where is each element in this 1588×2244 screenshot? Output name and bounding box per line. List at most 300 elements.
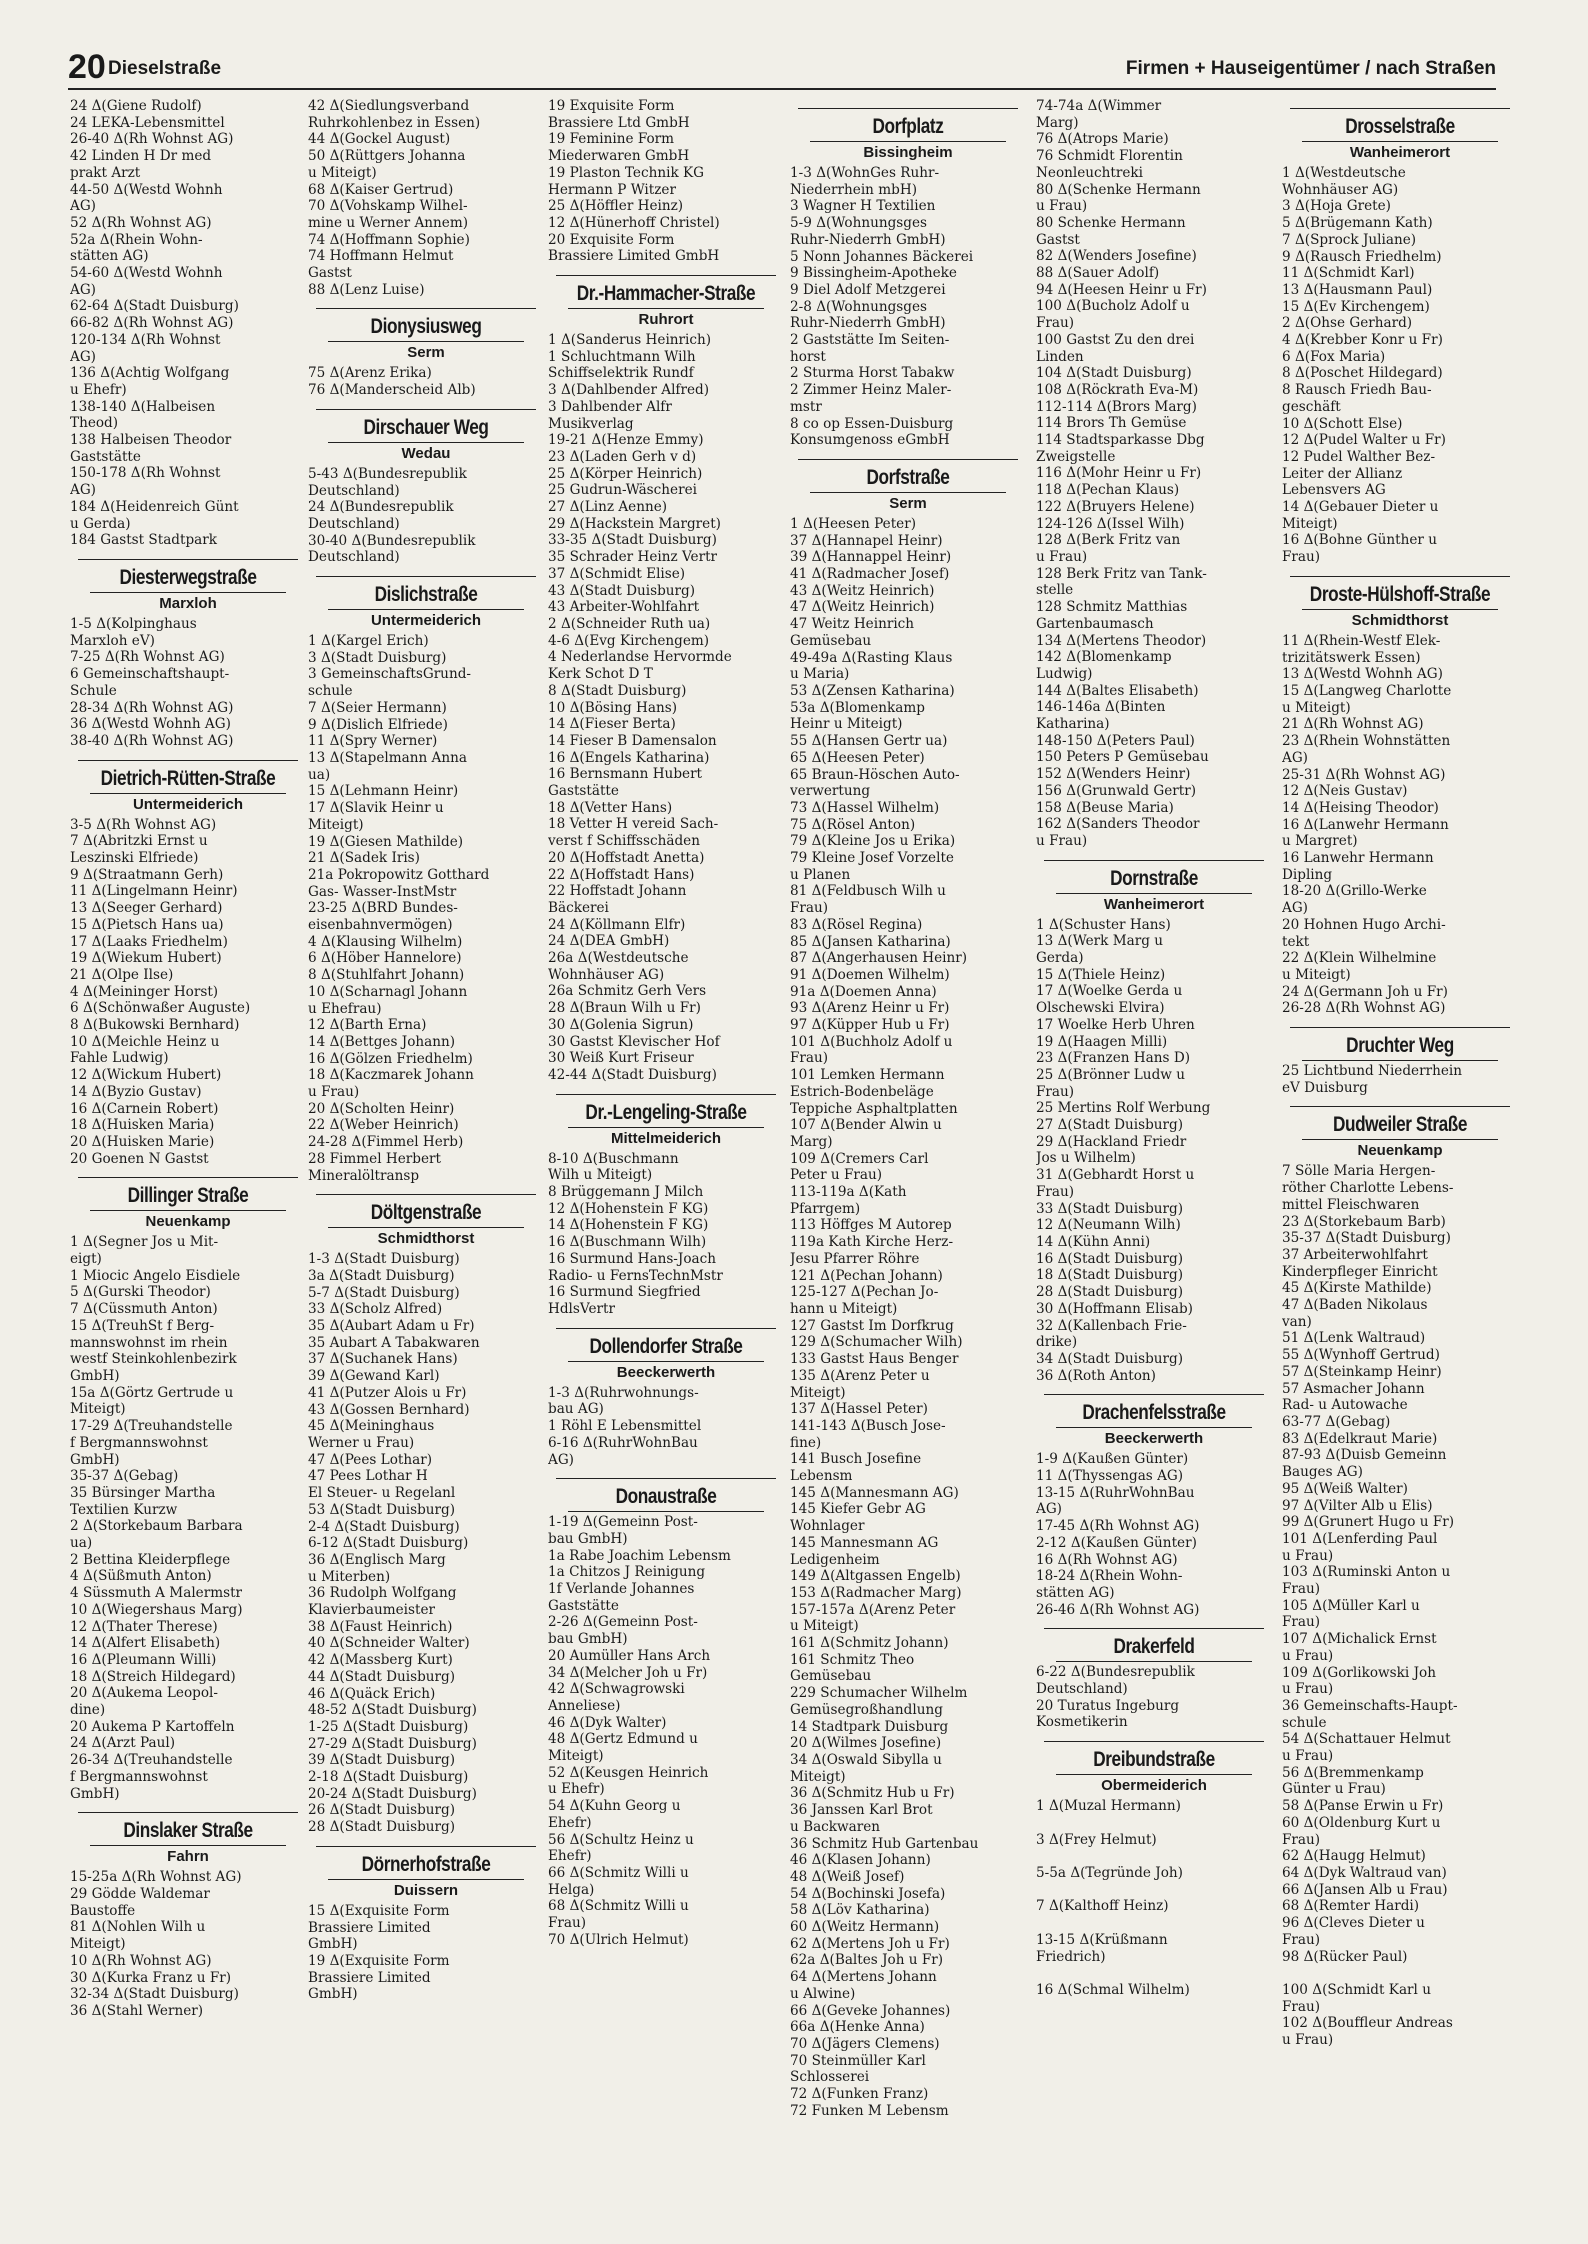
heading-underline [90, 1845, 286, 1846]
address-entry: 12 Δ(Wickum Hubert) [70, 1067, 222, 1084]
heading-underline [568, 1511, 764, 1512]
address-entry: Niederrhein mbH) [790, 181, 918, 198]
address-entry: Deutschland) [1036, 1681, 1128, 1698]
address-entry: 87 Δ(Angerhausen Heinr) [790, 950, 968, 967]
address-entry: 93 Δ(Arenz Heinr u Fr) [790, 1000, 950, 1017]
address-entry: 97 Δ(Vilter Alb u Elis) [1282, 1497, 1433, 1514]
heading-underline [328, 1227, 524, 1228]
district-name: Ruhrort [638, 311, 694, 329]
address-entry: mittel Fleischwaren [1282, 1196, 1420, 1213]
address-entry: 9 Δ(Rausch Friedhelm) [1282, 248, 1442, 265]
section-divider [1044, 1741, 1264, 1742]
address-entry: 24 Δ(DEA GmbH) [548, 933, 670, 950]
street-heading: Dr.-Hammacher-Straße [576, 282, 756, 306]
address-entry: 26-34 Δ(Treuhandstelle [70, 1752, 233, 1769]
address-entry: 7 Δ(Kalthoff Heinz) [1036, 1898, 1169, 1915]
address-entry: Radio- u FernsTechnMstr [548, 1267, 723, 1284]
district-name: Marxloh [159, 594, 217, 612]
address-entry: Helga) [548, 1881, 595, 1898]
address-entry: 42-44 Δ(Stadt Duisburg) [548, 1066, 717, 1083]
heading-underline [568, 1127, 764, 1128]
address-entry: 23 Δ(Franzen Hans D) [1036, 1050, 1191, 1067]
address-entry: 1-5 Δ(Kolpinghaus [70, 615, 197, 632]
address-entry: 4 Δ(Meininger Horst) [70, 983, 219, 1000]
address-entry: ua) [308, 766, 331, 783]
address-entry: 18 Δ(Kaczmarek Johann [308, 1067, 474, 1084]
address-entry: Ruhr-Niederrh GmbH) [790, 315, 946, 332]
address-entry: 95 Δ(Weiß Walter) [1282, 1480, 1408, 1497]
district-name: Schmidthorst [1351, 611, 1449, 629]
address-entry: 16 Surmund Siegfried [548, 1284, 701, 1301]
address-entry: 12 Δ(Neis Gustav) [1282, 783, 1408, 800]
address-entry: u Miteigt) [790, 1618, 859, 1635]
address-entry: Bäckerei [548, 899, 609, 916]
street-heading: Donaustraße [615, 1485, 717, 1509]
address-entry: 8 Δ(Poschet Hildegard) [1282, 365, 1443, 382]
address-entry: 65 Δ(Heesen Peter) [790, 749, 925, 766]
address-entry: HdlsVertr [548, 1301, 615, 1317]
address-entry: 15 Δ(TreuhSt f Berg- [70, 1317, 215, 1334]
section-divider [316, 1846, 536, 1847]
address-entry: 29 Δ(Hackstein Margret) [548, 515, 721, 532]
address-entry: 25 Mertins Rolf Werbung [1036, 1100, 1211, 1117]
address-entry: 128 Schmitz Matthias [1036, 599, 1188, 616]
address-entry: 145 Mannesmann AG [790, 1534, 939, 1551]
address-entry: 28 Fimmel Herbert [308, 1150, 441, 1167]
address-entry: 37 Δ(Hannapel Heinr) [790, 532, 943, 549]
address-entry: Gas- Wasser-InstMstr [308, 883, 457, 900]
address-entry: GmbH) [308, 1986, 358, 2003]
address-entry: 24 Δ(Bundesrepublik [308, 499, 454, 516]
section-divider [1044, 1394, 1264, 1395]
heading-underline [1302, 141, 1498, 142]
address-entry [1050, 1815, 1272, 1832]
address-entry: AG) [70, 482, 96, 499]
address-entry: verwertung [790, 783, 871, 800]
address-entry: Lebensm [790, 1468, 853, 1485]
address-entry: 25 Gudrun-Wäscherei [548, 482, 697, 499]
address-entry: 16 Δ(Bohne Günther u [1282, 532, 1437, 549]
address-entry: 48 Δ(Gertz Edmund u [548, 1731, 698, 1748]
address-entry: f Bergmannswohnst [70, 1768, 208, 1785]
address-entry: 2 Gaststätte Im Seiten- [790, 332, 950, 349]
address-entry: 15 Δ(Thiele Heinz) [1036, 966, 1166, 983]
address-entry: tekt [1282, 933, 1310, 950]
address-entry: 2-12 Δ(Kaußen Günter) [1036, 1534, 1197, 1551]
street-heading: Diesterwegstraße [119, 565, 257, 589]
address-entry: Frau) [1282, 1581, 1321, 1598]
address-entry: 158 Δ(Beuse Maria) [1036, 799, 1174, 816]
section-divider [1044, 860, 1264, 861]
address-entry: 3 Δ(Dahlbender Alfred) [548, 382, 710, 399]
section-divider [316, 576, 536, 577]
address-entry: Miteigt) [1282, 515, 1338, 532]
address-entry: Frau) [1282, 1614, 1321, 1631]
address-entry: 1-19 Δ(Gemeinn Post- [548, 1514, 698, 1531]
address-entry: 30 Δ(Hoffmann Elisab) [1036, 1300, 1193, 1317]
address-entry: Deutschland) [308, 515, 400, 532]
address-entry: u Frau) [1036, 198, 1088, 215]
address-entry: 52 Δ(Keusgen Heinrich [548, 1764, 709, 1781]
address-entry: 2-4 Δ(Stadt Duisburg) [308, 1518, 460, 1535]
address-entry: horst [790, 348, 826, 365]
address-entry: 33 Δ(Scholz Alfred) [308, 1301, 443, 1318]
address-entry: 8 co op Essen-Duisburg [790, 415, 954, 432]
address-entry: 25 Δ(Brönner Ludw u [1036, 1066, 1185, 1083]
address-entry: 30 Gastst Klevischer Hof [548, 1033, 720, 1050]
address-entry: 88 Δ(Lenz Luise) [308, 281, 425, 298]
address-entry: 19 Δ(Haagen Milli) [1036, 1033, 1168, 1050]
address-entry: verst f Schiffsschäden [548, 833, 700, 850]
address-entry: AG) [1036, 1501, 1062, 1518]
address-entry: 10 Δ(Bösing Hans) [548, 699, 678, 716]
heading-underline [1056, 893, 1252, 894]
address-entry: 26a Δ(Westdeutsche [548, 950, 689, 967]
address-entry: 145 Δ(Mannesmann AG) [790, 1484, 959, 1501]
address-entry: 24 Δ(Köllmann Elfr) [548, 916, 686, 933]
street-block [1036, 98, 1272, 850]
address-entry: 5 Δ(Gurski Theodor) [70, 1284, 211, 1301]
address-entry: 62 Δ(Haugg Helmut) [1282, 1848, 1426, 1865]
address-entry: 25-31 Δ(Rh Wohnst AG) [1282, 766, 1446, 783]
section-divider [1290, 1027, 1510, 1028]
address-entry: 70 Δ(Vohskamp Wilhel- [308, 198, 468, 215]
address-entry: 64 Δ(Dyk Waltraud van) [1282, 1864, 1447, 1881]
address-entry: Gerda) [1036, 950, 1084, 967]
address-entry: 17 Δ(Woelke Gerda u [1036, 983, 1183, 1000]
address-entry: 137 Δ(Hassel Peter) [790, 1401, 928, 1418]
heading-underline [90, 1210, 286, 1211]
address-entry: 16 Δ(Buschmann Wilh) [548, 1234, 707, 1251]
address-entry: 18 Vetter H vereid Sach- [548, 816, 719, 833]
address-entry: Zweigstelle [1036, 448, 1116, 465]
address-entry: 16 Δ(Lanwehr Hermann [1282, 816, 1449, 833]
address-entry: 63-77 Δ(Gebag) [1282, 1414, 1391, 1430]
address-entry: 5-5a Δ(Tegründe Joh) [1036, 1864, 1183, 1881]
address-entry: 1-3 Δ(Ruhrwohnungs- [548, 1384, 699, 1401]
address-entry: 22 Δ(Klein Wilhelmine [1282, 950, 1437, 967]
address-entry: 36 Δ(Schmitz Hub u Fr) [790, 1785, 955, 1802]
address-entry: 101 Δ(Lenferding Paul [1282, 1530, 1438, 1547]
section-divider [78, 760, 298, 761]
heading-underline [568, 308, 764, 309]
address-entry: 113-119a Δ(Kath [790, 1184, 907, 1201]
street-block [308, 1194, 544, 1836]
running-street-title: Dieselstraße [108, 58, 222, 79]
address-entry: 24 Δ(Giene Rudolf) [70, 98, 202, 114]
address-entry: Theod) [70, 415, 119, 432]
address-entry: 42 Δ(Siedlungsverband [308, 98, 470, 114]
address-entry: Teppiche Asphaltplatten [790, 1100, 958, 1117]
heading-underline [810, 492, 1006, 493]
address-entry: Wilh u Miteigt) [548, 1167, 653, 1184]
address-entry: 10 Δ(Rh Wohnst AG) [70, 1952, 212, 1969]
address-entry: 39 Δ(Hannappel Heinr) [790, 549, 952, 566]
address-entry: 129 Δ(Schumacher Wilh) [790, 1334, 963, 1351]
address-entry: 12 Δ(Barth Erna) [308, 1017, 427, 1034]
address-entry: 11 Δ(Thyssengas AG) [1036, 1468, 1184, 1485]
address-entry: 128 Δ(Berk Fritz van [1036, 532, 1181, 549]
street-heading: Droste-Hülshoff-Straße [1309, 582, 1491, 606]
address-entry: 118 Δ(Pechan Klaus) [1036, 482, 1180, 499]
address-entry: stätten AG) [1036, 1584, 1115, 1601]
address-entry: 101 Δ(Buchholz Adolf u [790, 1033, 953, 1050]
address-entry: 96 Δ(Cleves Dieter u [1282, 1915, 1425, 1932]
address-entry: 60 Δ(Weitz Hermann) [790, 1919, 940, 1936]
address-entry: 3 Wagner H Textilien [790, 198, 936, 215]
address-entry: 42 Δ(Massberg Kurt) [308, 1652, 453, 1669]
address-entry: u Frau) [1282, 1647, 1334, 1664]
district-name: Neuenkamp [1357, 1142, 1443, 1160]
district-name: Untermeiderich [370, 612, 482, 630]
address-entry: 5-9 Δ(Wohnungsges [790, 215, 927, 232]
heading-underline [328, 442, 524, 443]
address-entry: Wohnhäuser AG) [1282, 181, 1399, 198]
address-entry: 153 Δ(Radmacher Marg) [790, 1584, 962, 1601]
address-entry: 39 Δ(Stadt Duisburg) [308, 1752, 456, 1769]
address-entry: 26-28 Δ(Rh Wohnst AG) [1282, 1000, 1446, 1017]
address-entry: Gastst [308, 265, 352, 282]
address-entry: 35 Bürsinger Martha [70, 1484, 216, 1501]
address-entry: 119a Kath Kirche Herz- [790, 1234, 954, 1251]
address-entry: fine) [790, 1434, 822, 1451]
address-entry: 94 Δ(Heesen Heinr u Fr) [1036, 281, 1207, 298]
address-entry: Kosmetikerin [1036, 1714, 1128, 1731]
address-entry: 12 Δ(Neumann Wilh) [1036, 1217, 1181, 1234]
address-entry: Bauges AG) [1282, 1464, 1363, 1481]
address-entry: geschäft [1282, 398, 1341, 415]
address-entry: 45 Δ(Meininghaus [308, 1418, 435, 1435]
address-entry: 100 Gastst Zu den drei [1036, 331, 1195, 348]
address-entry: 138 Halbeisen Theodor [70, 432, 232, 449]
heading-underline [90, 592, 286, 593]
address-entry: 45 Δ(Kirste Mathilde) [1282, 1280, 1432, 1297]
address-entry: Gaststätte [548, 1597, 619, 1614]
address-entry: 29 Gödde Waldemar [70, 1885, 210, 1902]
address-entry: 26 Δ(Stadt Duisburg) [308, 1802, 456, 1819]
address-entry: Baustoffe [70, 1902, 136, 1919]
address-entry: 34 Δ(Melcher Joh u Fr) [548, 1664, 708, 1681]
address-entry: Ledigenheim [790, 1551, 880, 1568]
section-divider [798, 108, 1018, 109]
address-entry: 27 Δ(Linz Aenne) [548, 499, 668, 516]
address-entry: 65 Braun-Höschen Auto- [790, 766, 960, 783]
address-entry: 28-34 Δ(Rh Wohnst AG) [70, 699, 234, 716]
address-entry: Kerk Schot D T [548, 666, 653, 683]
street-block [1282, 1106, 1518, 2048]
address-entry: 44-50 Δ(Westd Wohnh [70, 181, 223, 198]
address-entry: 8 Δ(Stuhlfahrt Johann) [308, 967, 465, 984]
address-entry: Frau) [790, 1050, 829, 1067]
address-entry: 6-12 Δ(Stadt Duisburg) [308, 1535, 469, 1552]
address-entry: 5-7 Δ(Stadt Duisburg) [308, 1284, 460, 1301]
address-entry: 2-26 Δ(Gemeinn Post- [548, 1614, 698, 1631]
address-entry: u Gerda) [70, 515, 131, 532]
address-entry: Marg) [1036, 114, 1079, 131]
address-entry: 83 Δ(Rösel Regina) [790, 916, 923, 933]
address-entry: 21 Δ(Sadek Iris) [308, 850, 420, 867]
address-entry: 18 Δ(Streich Hildegard) [70, 1668, 236, 1685]
address-entry: 7 Δ(Cüssmuth Anton) [70, 1301, 218, 1318]
address-entry: 54 Δ(Bochinski Josefa) [790, 1885, 946, 1902]
address-entry: 146-146a Δ(Binten [1036, 699, 1166, 716]
directory-column [1036, 98, 1272, 2218]
address-entry: 144 Δ(Baltes Elisabeth) [1036, 682, 1199, 699]
address-entry: 19 Δ(Exquisite Form [308, 1952, 450, 1969]
address-entry: 79 Δ(Kleine Jos u Erika) [790, 833, 956, 850]
address-entry: 36 Δ(Englisch Marg [308, 1551, 446, 1568]
address-entry: 52 Δ(Rh Wohnst AG) [70, 214, 212, 231]
address-entry: Fahle Ludwig) [70, 1050, 169, 1067]
address-entry: Deutschland) [308, 549, 400, 566]
district-name: Wanheimerort [1349, 144, 1451, 161]
street-block [790, 108, 1026, 449]
address-entry: Konsumgenoss eGmbH [790, 432, 950, 449]
directory-column [1282, 98, 1518, 2218]
address-entry: 109 Δ(Cremers Carl [790, 1150, 929, 1167]
street-heading: Drachenfelsstraße [1082, 1401, 1226, 1425]
address-entry: 74 Δ(Hoffmann Sophie) [308, 231, 470, 248]
address-entry: u Frau) [1036, 548, 1088, 565]
address-entry: 19 Δ(Giesen Mathilde) [308, 833, 464, 850]
address-entry: Schiffselektrik Rundf [548, 365, 694, 382]
address-entry: 107 Δ(Bender Alwin u [790, 1117, 942, 1134]
address-entry: 9 Δ(Straatmann Gerh) [70, 866, 224, 883]
street-block [308, 98, 544, 298]
address-entry: 148-150 Δ(Peters Paul) [1036, 732, 1195, 749]
address-entry: schule [308, 683, 353, 700]
address-entry: 16 Δ(Engels Katharina) [548, 749, 710, 766]
address-entry: 18 Δ(Huisken Maria) [70, 1117, 215, 1134]
address-entry: 25 Lichtbund Niederrhein [1282, 1063, 1462, 1080]
address-entry: 38-40 Δ(Rh Wohnst AG) [70, 732, 234, 749]
address-entry: Frau) [1036, 315, 1075, 332]
address-entry: 150-178 Δ(Rh Wohnst [70, 465, 221, 482]
address-entry: 30 Weiß Kurt Friseur [548, 1050, 694, 1067]
address-entry: Gastst [1036, 231, 1080, 248]
address-entry: Katharina) [1036, 716, 1110, 733]
address-entry: 18 Δ(Vetter Hans) [548, 799, 673, 816]
address-entry: 35 Δ(Aubart Adam u Fr) [308, 1318, 475, 1335]
section-divider [556, 275, 776, 276]
address-entry: 3 Dahlbender Alfr [548, 398, 672, 415]
address-entry: u Frau) [1282, 2032, 1334, 2049]
address-entry: 40 Δ(Schneider Walter) [308, 1635, 470, 1652]
address-entry: Gaststätte [548, 783, 619, 800]
address-entry: Heinr u Miteigt) [790, 716, 903, 733]
address-entry: 13-15 Δ(RuhrWohnBau [1036, 1484, 1195, 1501]
address-entry: 25 Δ(Körper Heinrich) [548, 465, 703, 482]
address-entry: 124-126 Δ(Issel Wilh) [1036, 515, 1185, 532]
address-entry: 1 Δ(Muzal Hermann) [1036, 1798, 1181, 1815]
address-entry: Hermann P Witzer [548, 181, 676, 198]
address-entry: 14 Δ(Gebauer Dieter u [1282, 499, 1439, 516]
address-entry: 108 Δ(Röckrath Eva-M) [1036, 381, 1199, 398]
street-heading: Dislichstraße [374, 583, 478, 607]
address-entry: f Bergmannswohnst [70, 1434, 208, 1451]
address-entry: AG) [1282, 749, 1308, 766]
address-entry: Frau) [1282, 549, 1321, 566]
address-entry: 16 Δ(Pleumann Willi) [70, 1651, 217, 1668]
address-entry: 8-10 Δ(Buschmann [548, 1150, 679, 1167]
address-entry: Brassiere Ltd GmbH [548, 114, 690, 131]
address-entry: 114 Stadtsparkasse Dbg [1036, 432, 1205, 449]
address-entry: 16 Δ(Rh Wohnst AG) [1036, 1551, 1178, 1568]
address-entry: u Miteigt) [1282, 699, 1351, 716]
address-entry: Schule [70, 682, 117, 699]
section-divider [1044, 1628, 1264, 1629]
address-entry: 112-114 Δ(Brors Marg) [1036, 398, 1197, 415]
address-entry: 47 Weitz Heinrich [790, 616, 915, 633]
address-entry: bau GmbH) [548, 1530, 628, 1547]
address-entry: röther Charlotte Lebens- [1282, 1180, 1454, 1197]
address-entry [1050, 1848, 1272, 1865]
address-entry: 6 Δ(Schönwaßer Auguste) [70, 1000, 251, 1017]
address-entry: 21 Δ(Rh Wohnst AG) [1282, 716, 1424, 733]
street-block [70, 98, 306, 549]
address-entry: 22 Hoffstadt Johann [548, 883, 687, 900]
address-entry: 64 Δ(Mertens Johann [790, 1969, 937, 1986]
address-entry: 6 Δ(Fox Maria) [1282, 348, 1386, 365]
street-block [548, 1328, 784, 1469]
street-block [308, 576, 544, 1184]
address-entry: 36 Gemeinschafts-Haupt- [1282, 1697, 1458, 1714]
section-divider [798, 459, 1018, 460]
address-entry: GmbH) [70, 1368, 120, 1384]
address-entry: 133 Gastst Haus Benger [790, 1351, 959, 1368]
address-entry: 5-43 Δ(Bundesrepublik [308, 465, 467, 482]
address-entry: 138-140 Δ(Halbeisen [70, 398, 216, 415]
address-entry: 48-52 Δ(Stadt Duisburg) [308, 1702, 477, 1719]
address-entry: mannswohnst im rhein [70, 1334, 228, 1351]
address-entry: 60 Δ(Oldenburg Kurt u [1282, 1814, 1441, 1831]
address-entry: 26a Schmitz Gerh Vers [548, 983, 707, 1000]
address-entry: 98 Δ(Rücker Paul) [1282, 1948, 1408, 1965]
address-entry: 12 Δ(Pudel Walter u Fr) [1282, 432, 1446, 449]
address-entry: 51 Δ(Lenk Waltraud) [1282, 1330, 1426, 1347]
address-entry: 120-134 Δ(Rh Wohnst [70, 331, 221, 348]
address-entry: 70 Δ(Jägers Clemens) [790, 2035, 940, 2052]
address-entry: 83 Δ(Edelkraut Marie) [1282, 1430, 1438, 1447]
address-entry: Anneliese) [548, 1697, 621, 1714]
district-name: Serm [889, 494, 927, 512]
address-entry: 66 Δ(Geveke Johannes) [790, 2002, 951, 2019]
address-entry: 1 Miocic Angelo Eisdiele [70, 1267, 241, 1284]
address-entry: 14 Fieser B Damensalon [548, 732, 717, 749]
section-divider [78, 1177, 298, 1178]
address-entry: Frau) [1036, 1083, 1075, 1100]
street-heading: Dillinger Straße [127, 1184, 249, 1208]
address-entry: mstr [790, 398, 822, 415]
section-divider [556, 1094, 776, 1095]
address-entry: 4 Nederlandse Hervormde [548, 649, 732, 666]
address-entry: 99 Δ(Grunert Hugo u Fr) [1282, 1514, 1455, 1531]
address-entry: 43 Δ(Weitz Heinrich) [790, 582, 935, 599]
address-entry: 5 Nonn Johannes Bäckerei [790, 248, 974, 265]
address-entry: Textilien Kurzw [70, 1501, 178, 1518]
street-heading: Dirschauer Weg [363, 415, 489, 439]
address-entry: 102 Δ(Bouffleur Andreas [1282, 2015, 1453, 2032]
address-entry: 6-16 Δ(RuhrWohnBau [548, 1434, 698, 1451]
street-block [1282, 1027, 1518, 1096]
district-name: Neuenkamp [145, 1213, 231, 1231]
address-entry: 35-37 Δ(Stadt Duisburg) [1282, 1230, 1451, 1247]
address-entry: 114 Brors Th Gemüse [1036, 415, 1187, 432]
address-entry: 22 Δ(Weber Heinrich) [308, 1117, 459, 1134]
address-entry: bau GmbH) [548, 1631, 628, 1648]
section-divider [78, 559, 298, 560]
address-entry: 127 Gastst Im Dorfkrug [790, 1317, 954, 1334]
